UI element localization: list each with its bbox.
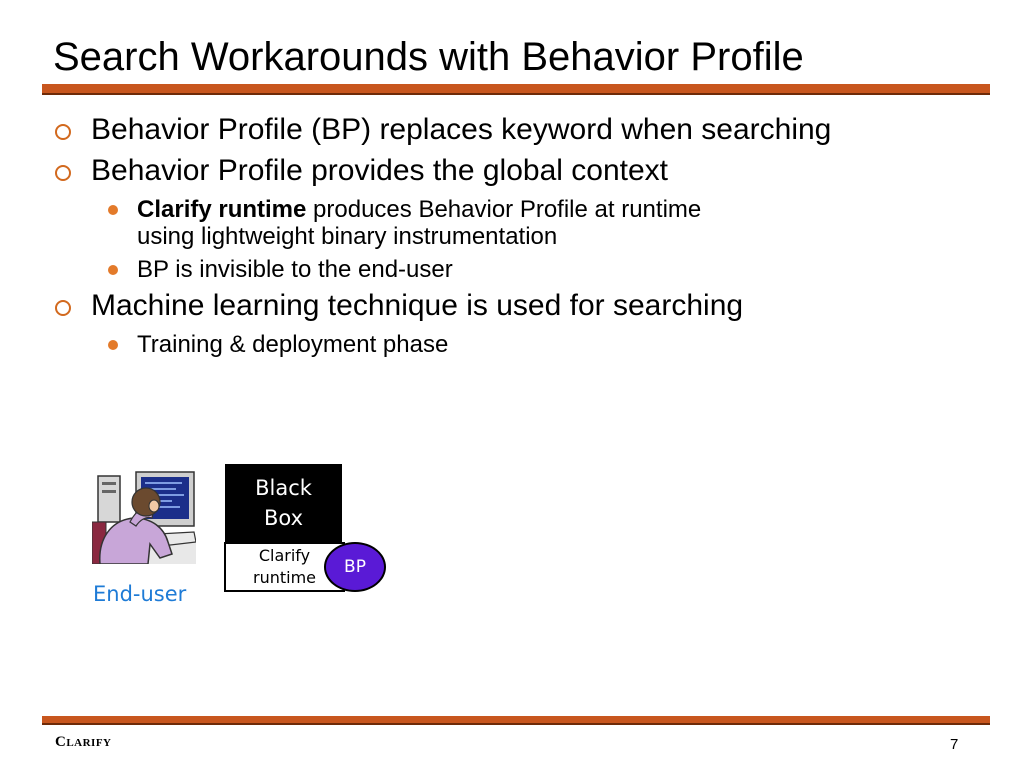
title-rule	[42, 84, 990, 93]
footer-brand: Clarify	[55, 734, 112, 750]
sub-bullet-item: BP is invisible to the end-user	[137, 256, 453, 283]
bp-label: BP	[344, 557, 366, 577]
end-user-label: End-user	[93, 582, 187, 606]
behavior-profile-circle	[324, 542, 386, 592]
bullet-item: Behavior Profile (BP) replaces keyword when searching	[91, 113, 832, 146]
sub-bullet-marker	[108, 340, 118, 350]
black-box-label-line2: Box	[263, 506, 304, 530]
slide-title: Search Workarounds with Behavior Profile	[53, 35, 804, 79]
runtime-label-line1: Clarify	[258, 546, 311, 565]
bullet-item: Machine learning technique is used for searching	[91, 289, 744, 322]
bullet-marker	[55, 124, 71, 140]
bullet-marker	[55, 300, 71, 316]
black-box	[225, 464, 342, 542]
sub-bullet-item	[137, 196, 701, 223]
bullet-item: Behavior Profile provides the global context	[91, 154, 669, 187]
sub-bullet-marker	[108, 205, 118, 215]
bullet-marker	[55, 165, 71, 181]
bold-term: Clarify runtime	[137, 196, 307, 223]
sub-bullet-text: produces Behavior Profile at runtime	[306, 196, 702, 223]
sub-bullet-continuation: using lightweight binary instrumentation	[137, 223, 558, 250]
black-box-label-line1: Black	[255, 476, 312, 500]
page-number: 7	[950, 736, 959, 753]
footer-rule	[42, 716, 990, 723]
sub-bullet-item: Training & deployment phase	[137, 331, 449, 358]
sub-bullet-marker	[108, 265, 118, 275]
end-user-computer-icon	[92, 470, 196, 564]
runtime-label-line2: runtime	[252, 568, 316, 587]
